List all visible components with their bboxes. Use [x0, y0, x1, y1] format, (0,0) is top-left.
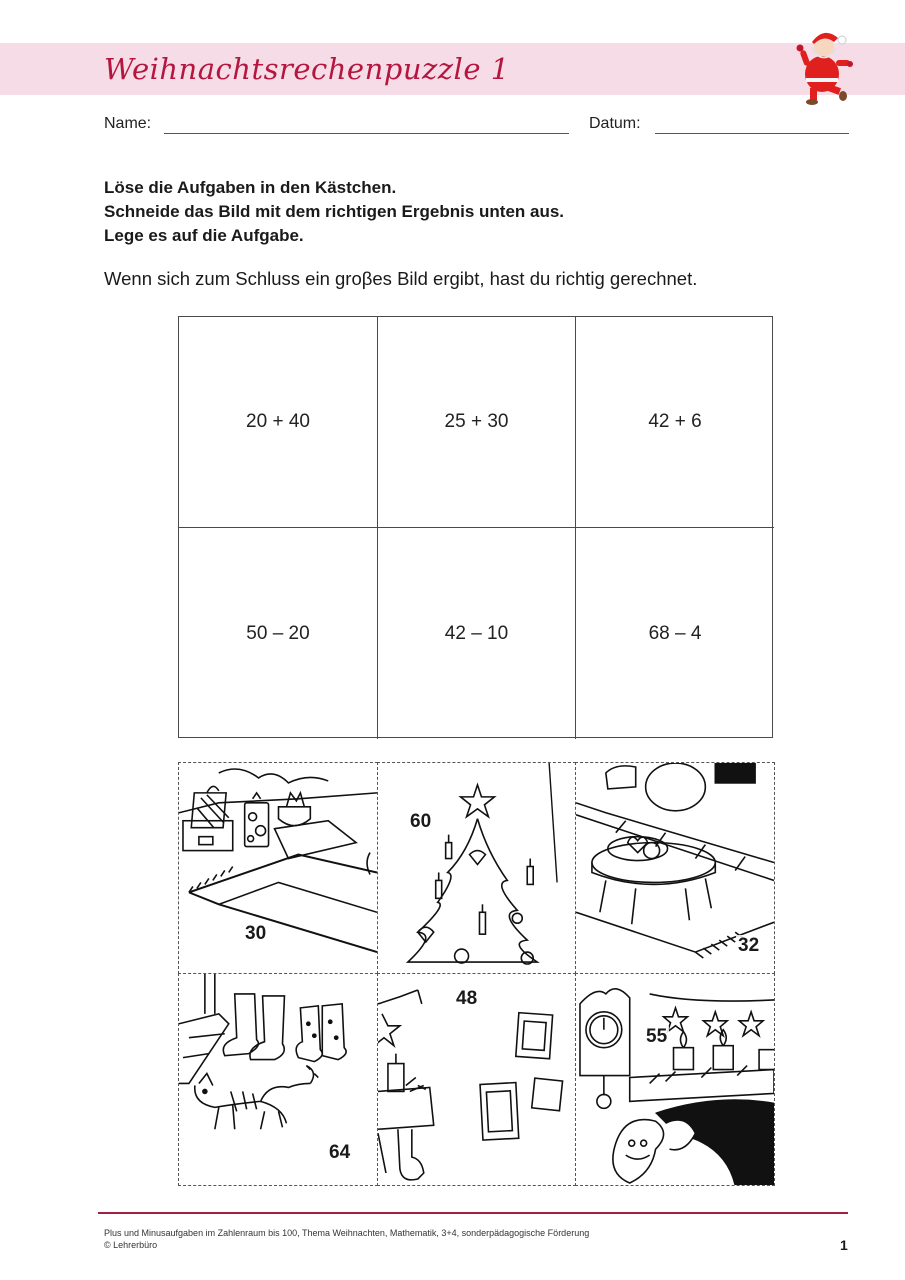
instruction-line: Schneide das Bild mit dem richtigen Ergebnis unten aus.	[104, 202, 565, 221]
page-number: 1	[840, 1237, 848, 1253]
task-cell	[378, 528, 576, 739]
tile-number: 48	[456, 988, 478, 1009]
task-expression: 25 + 30	[444, 411, 509, 432]
date-label: Datum:	[589, 115, 641, 132]
task-cell	[179, 317, 378, 528]
clock-fireplace-santa-illustration	[576, 974, 774, 1185]
task-cell	[576, 317, 774, 528]
footer-description: Plus und Minusaufgaben im Zahlenraum bis 100, Thema Weihnachten, Mathematik, 3+4, sonderpädagogische Förderung	[104, 1228, 590, 1238]
instruction-note: Wenn sich zum Schluss ein groβes Bild ergibt, hast du richtig gerechnet.	[104, 268, 698, 289]
gifts-illustration	[179, 763, 377, 973]
task-expression: 50 – 20	[246, 622, 310, 644]
cutout-tile[interactable]	[178, 973, 378, 1186]
cutout-tile[interactable]	[178, 762, 378, 974]
christmas-tree-illustration	[378, 763, 575, 973]
instruction-line: Löse die Aufgaben in den Kästchen.	[104, 178, 397, 197]
tile-number: 30	[245, 923, 267, 944]
task-cell	[378, 317, 576, 528]
footer-rule	[98, 1212, 848, 1214]
tile-number: 55	[646, 1026, 668, 1047]
task-cell	[179, 528, 378, 739]
cutout-tile[interactable]	[575, 762, 775, 974]
date-field[interactable]	[655, 133, 849, 134]
tile-number: 60	[410, 811, 432, 832]
tile-number: 32	[738, 935, 760, 956]
task-expression: 20 + 40	[246, 411, 310, 432]
task-expression: 68 – 4	[648, 622, 702, 644]
cutout-tile[interactable]	[575, 973, 775, 1186]
task-expression: 42 + 6	[648, 411, 702, 432]
cutout-picture-grid	[178, 762, 774, 1185]
name-date-row	[104, 112, 849, 138]
cutout-tile[interactable]	[377, 762, 576, 974]
name-label: Name:	[104, 115, 152, 132]
task-expression: 42 – 10	[444, 622, 509, 644]
task-grid	[178, 316, 773, 738]
tile-number: 64	[329, 1142, 351, 1163]
task-cell	[576, 528, 774, 739]
cutout-tile[interactable]	[377, 973, 576, 1186]
name-field[interactable]	[164, 133, 569, 134]
instructions	[104, 176, 564, 248]
santa-claus-icon	[788, 26, 858, 106]
footer	[104, 1227, 589, 1251]
page-title: Weihnachtsrechenpuzzle 1	[104, 52, 510, 86]
instruction-line: Lege es auf die Aufgabe.	[104, 226, 304, 245]
footer-copyright: © Lehrerbüro	[104, 1240, 158, 1250]
